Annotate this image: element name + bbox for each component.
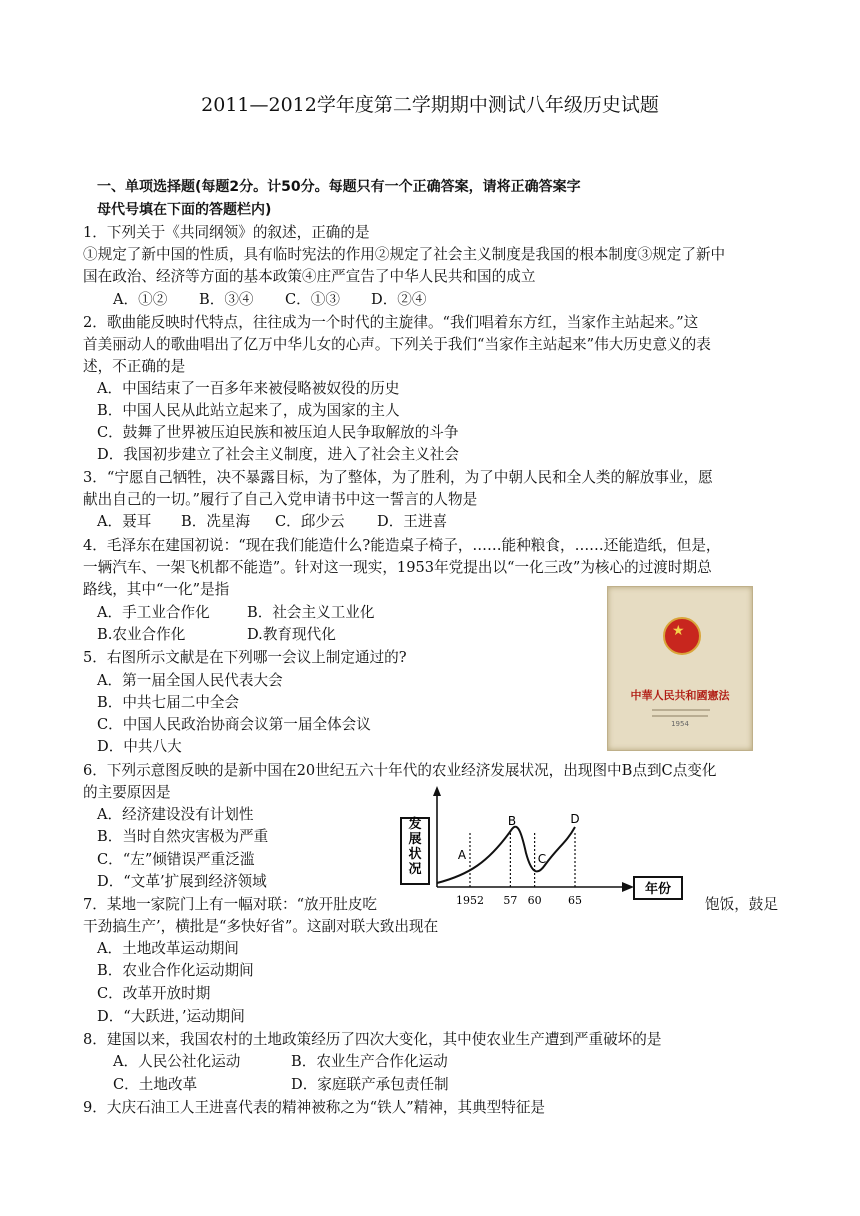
q1-option-a[interactable]: A．①② xyxy=(113,291,168,308)
q7-line1a: 7．某地一家院门上有一幅对联：“放开肚皮吃 xyxy=(83,896,378,913)
q1-option-d[interactable]: D．②④ xyxy=(371,291,427,308)
q4-option-c[interactable]: B.农业合作化 xyxy=(97,626,186,643)
q7-option-c[interactable]: C．改革开放时期 xyxy=(97,985,211,1002)
tick-label-57: 57 xyxy=(503,894,518,905)
q5-option-d[interactable]: D．中共八大 xyxy=(97,738,182,755)
q3-option-c[interactable]: C．邱少云 xyxy=(275,513,345,530)
q6-line2: 的主要原因是 xyxy=(83,784,171,801)
y-label-char: 展 xyxy=(408,832,422,847)
section-heading-line1: 一、单项选择题(每题2分。计50分。每题只有一个正确答案，请将正确答案字 xyxy=(97,179,581,195)
q7-line1b: 饱饭，鼓足 xyxy=(705,896,778,913)
q1-options xyxy=(113,291,426,309)
q4-option-b[interactable]: B．社会主义工业化 xyxy=(247,604,375,621)
y-axis-label xyxy=(407,816,421,877)
q5-option-a[interactable]: A．第一届全国人民代表大会 xyxy=(97,672,283,689)
constitution-document-image xyxy=(607,586,753,751)
q1-stem: 1．下列关于《共同纲领》的叙述，正确的是 xyxy=(83,224,370,241)
q7-option-a[interactable]: A．土地改革运动期间 xyxy=(97,940,239,957)
q2-option-d[interactable]: D．我国初步建立了社会主义制度，进入了社会主义社会 xyxy=(97,446,459,463)
q3-option-a[interactable]: A．聂耳 xyxy=(97,513,152,530)
q4-line1: 4．毛泽东在建国初说：“现在我们能造什么?能造桌子椅子，……能种粮食，……还能造纸，但是， xyxy=(83,537,721,554)
q6-option-d[interactable]: D．“文革’扩展到经济领域 xyxy=(97,873,267,890)
q2-option-b[interactable]: B．中国人民从此站立起来了，成为国家的主人 xyxy=(97,402,400,419)
point-label-A: A xyxy=(457,848,467,862)
q4-line3: 路线，其中“一化”是指 xyxy=(83,581,230,598)
q2-line1: 2．歌曲能反映时代特点，往往成为一个时代的主旋律。“我们唱着东方红，当家作主站起来。”这 xyxy=(83,314,699,331)
point-label-C: C xyxy=(537,852,547,866)
q8-option-c[interactable]: C．土地改革 xyxy=(113,1076,198,1093)
tick-label-65: 65 xyxy=(568,894,582,905)
y-axis-arrow-icon xyxy=(433,786,441,796)
q7-line2: 干劲搞生产’，横批是“多快好省”。这副对联大致出现在 xyxy=(83,918,439,935)
q1-line3: 国在政治、经济等方面的基本政策④庄严宣告了中华人民共和国的成立 xyxy=(83,268,536,285)
q3-option-d[interactable]: D．王进喜 xyxy=(377,513,448,530)
q7-option-b[interactable]: B．农业合作化运动期间 xyxy=(97,962,254,979)
document-subtext-line xyxy=(652,709,710,711)
section-heading-line2: 母代号填在下面的答题栏内) xyxy=(97,202,272,218)
q3-line2: 献出自己的一切。”履行了自己入党申请书中这一誓言的人物是 xyxy=(83,491,478,508)
q2-option-a[interactable]: A．中国结束了一百多年来被侵略被奴役的历史 xyxy=(97,380,400,397)
q5-option-b[interactable]: B．中共七届二中全会 xyxy=(97,694,240,711)
q8-option-d[interactable]: D．家庭联产承包责任制 xyxy=(291,1076,449,1093)
q4-options-row1 xyxy=(97,604,374,622)
q9-line1: 9．大庆石油工人王进喜代表的精神被称之为“铁人”精神，其典型特征是 xyxy=(83,1099,546,1116)
q3-line1: 3．“宁愿自己牺牲，决不暴露目标，为了整体，为了胜利，为了中朝人民和全人类的解放事业，愿 xyxy=(83,469,713,486)
point-label-B: B xyxy=(507,814,517,828)
q7-option-d[interactable]: D．“大跃进，’运动期间 xyxy=(97,1008,245,1025)
q4-option-d[interactable]: D.教育现代化 xyxy=(247,626,336,643)
q6-line1: 6．下列示意图反映的是新中国在20世纪五六十年代的农业经济发展状况，出现图中B点到C点变化 xyxy=(83,762,717,779)
y-label-char: 况 xyxy=(408,862,422,877)
q3-option-b[interactable]: B．冼星海 xyxy=(181,513,251,530)
q8-options-row1 xyxy=(113,1053,448,1071)
q2-line2: 首美丽动人的歌曲唱出了亿万中华儿女的心声。下列关于我们“当家作主站起来”伟大历史意义的表 xyxy=(83,336,711,353)
q8-option-b[interactable]: B．农业生产合作化运动 xyxy=(291,1053,448,1070)
x-axis-label: 年份 xyxy=(644,882,672,897)
q1-option-b[interactable]: B．③④ xyxy=(199,291,254,308)
q2-option-c[interactable]: C．鼓舞了世界被压迫民族和被压迫人民争取解放的斗争 xyxy=(97,424,459,441)
agriculture-development-chart xyxy=(398,783,688,905)
q1-line2: ①规定了新中国的性质，具有临时宪法的作用②规定了社会主义制度是我国的根本制度③规定了新中 xyxy=(83,246,726,263)
x-axis-arrow-icon xyxy=(622,882,634,892)
y-label-char: 发 xyxy=(408,817,422,832)
document-year: 1954 xyxy=(671,720,689,728)
q5-stem: 5．右图所示文献是在下列哪一会议上制定通过的? xyxy=(83,649,407,666)
document-subtext-line xyxy=(652,715,708,717)
q8-options-row2 xyxy=(113,1076,449,1094)
q6-option-b[interactable]: B．当时自然灾害极为严重 xyxy=(97,828,269,845)
q8-option-a[interactable]: A．人民公社化运动 xyxy=(113,1053,241,1070)
q3-options xyxy=(97,513,447,531)
star-icon: ★ xyxy=(672,623,685,639)
q4-options-row2 xyxy=(97,626,336,644)
y-label-char: 状 xyxy=(408,847,422,862)
q4-line2: 一辆汽车、一架飞机都不能造”。针对这一现实，1953年党提出以“一化三改”为核心的过渡时期总 xyxy=(83,559,712,576)
q4-option-a[interactable]: A．手工业合作化 xyxy=(97,604,210,621)
q6-option-a[interactable]: A．经济建设没有计划性 xyxy=(97,806,254,823)
tick-label-60: 60 xyxy=(527,894,542,905)
q8-line1: 8．建国以来，我国农村的土地政策经历了四次大变化，其中使农业生产遭到严重破坏的是 xyxy=(83,1031,662,1048)
point-label-D: D xyxy=(570,812,580,826)
document-title: 中華人民共和國憲法 xyxy=(630,689,730,702)
page-title: 2011—2012学年度第二学期期中测试八年级历史试题 xyxy=(201,94,659,116)
tick-label-1952: 1952 xyxy=(456,894,484,905)
q1-option-c[interactable]: C．①③ xyxy=(285,291,340,308)
q5-option-c[interactable]: C．中国人民政治协商会议第一届全体会议 xyxy=(97,716,371,733)
q6-option-c[interactable]: C．“左”倾错误严重泛滥 xyxy=(97,851,255,868)
q2-line3: 述，不正确的是 xyxy=(83,358,186,375)
